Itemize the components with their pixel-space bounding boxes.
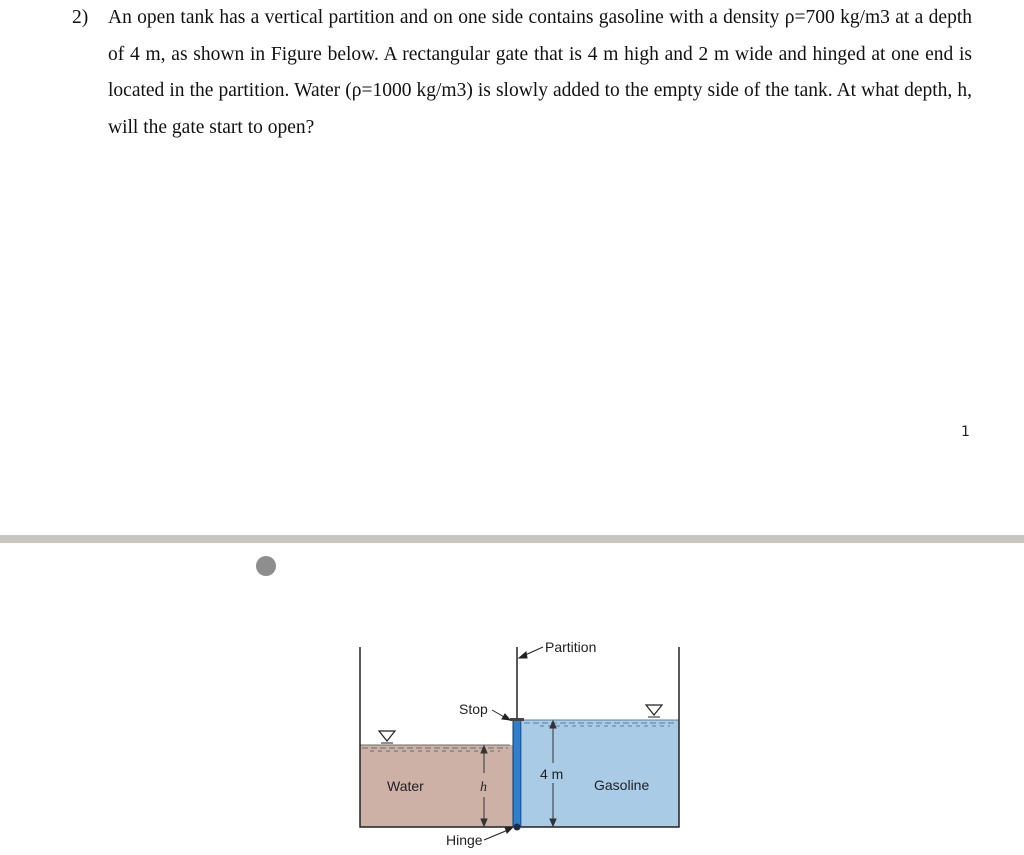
- water-region: [360, 745, 513, 827]
- gasoline-label: Gasoline: [594, 777, 650, 793]
- h-label: h: [480, 780, 487, 795]
- water-surface-triangle: [379, 731, 395, 741]
- question-text: An open tank has a vertical partition and on one side contains gasoline with a density ρ=700 kg/m3 at a depth of 4 m, as shown in Figure below. A rectangular gate that is 4 m high and 2 m wide and hinged at one end is located in the partition. Water (ρ=1000 kg/m3) is slowly added to the empty side of the tank. At what depth, h, will the gate start to open?: [108, 7, 972, 138]
- page-marker-dot: [256, 556, 276, 576]
- question: [72, 0, 972, 146]
- page-divider: [0, 535, 1024, 543]
- partition-label: Partition: [545, 639, 597, 655]
- stop-leader: [492, 710, 510, 720]
- page-number: 1: [961, 424, 970, 440]
- water-label: Water: [387, 778, 424, 794]
- stop-label: Stop: [459, 701, 488, 717]
- stop: [510, 718, 524, 721]
- tank-figure: [340, 625, 700, 855]
- hinge: [514, 824, 521, 831]
- hinge-label: Hinge: [446, 832, 483, 848]
- four-m-label: 4 m: [540, 766, 564, 782]
- question-number: 2): [72, 7, 89, 28]
- gate: [513, 720, 521, 827]
- gasoline-surface-triangle: [646, 705, 662, 715]
- partition-leader: [519, 647, 543, 658]
- hinge-leader: [484, 827, 512, 840]
